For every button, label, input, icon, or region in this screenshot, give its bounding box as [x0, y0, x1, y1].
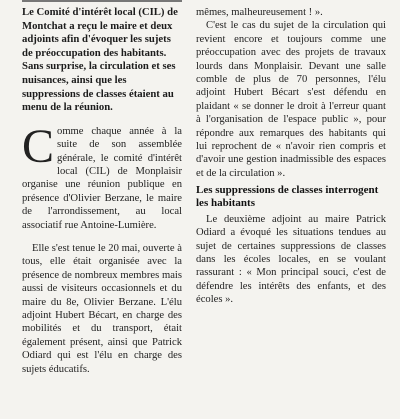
- intro-text: omme chaque année à la suite de son assemblée générale, le comité d'intérêt local (CIL) de Monplaisir organise une réunion publique en présence d'Olivier Berzane, le maire de l'arrondissement, au local associatif rue Antoine-Lumière.: [22, 125, 182, 231]
- section-subhead: Les suppressions de classes interrogent les habitants: [196, 184, 379, 210]
- top-rule: [22, 0, 182, 2]
- paragraph-circulation: C'est le cas du sujet de la circulation qui revient encore et toujours comme une préoccupation avec des projets de travaux lourds dans Monplaisir. Devant une salle comble de plus de 70 personnes, l'élu adjoint Hubert Bécart s'est défendu en plaidant « se donner le droit à l'erreur quant à l'organisation de l'espace public », pour répondre aux remarques des habitants qui lui reprochent de « n'avoir rien compris et d'avoir une gestion inadmissible des espaces et de la circulation ».: [196, 20, 386, 179]
- article-intro: [22, 119, 182, 232]
- paragraph-classes: Le deuxième adjoint au maire Patrick Odiard a évoqué les situations tendues au sujet de certaines suppressions de classes dans les écoles locales, en se voulant rassurant : « Mon principal souci, c'est de défendre les intérêts des enfants, et des écoles ».: [196, 213, 386, 306]
- left-column: [22, 6, 182, 376]
- paragraph-continuation: mêmes, malheureusement ! ».: [196, 7, 323, 18]
- intro-paragraph: [22, 119, 182, 232]
- drop-cap: C: [22, 119, 55, 173]
- paragraph-meeting: Elle s'est tenue le 20 mai, ouverte à tous, elle était organisée avec la présence de nombreux membres mais aussi de visiteurs occasionnels et du maire du 8e, Olivier Berzane. L'élu adjoint Hubert Bécart, en charge des mobilités et du transport, était également présent, ainsi que Patrick Odiard qui est l'élu en charge des sujets éducatifs.: [22, 243, 182, 375]
- article-lead: Le Comité d'intérêt local (CIL) de Montchat a reçu le maire et deux adjoints afin d'évoquer les sujets de préoccupation des habitants. Sans surprise, la circulation et ses nuisances, ainsi que les suppressions de classes étaient au menu de la réunion.: [22, 6, 178, 114]
- right-column: [196, 6, 386, 307]
